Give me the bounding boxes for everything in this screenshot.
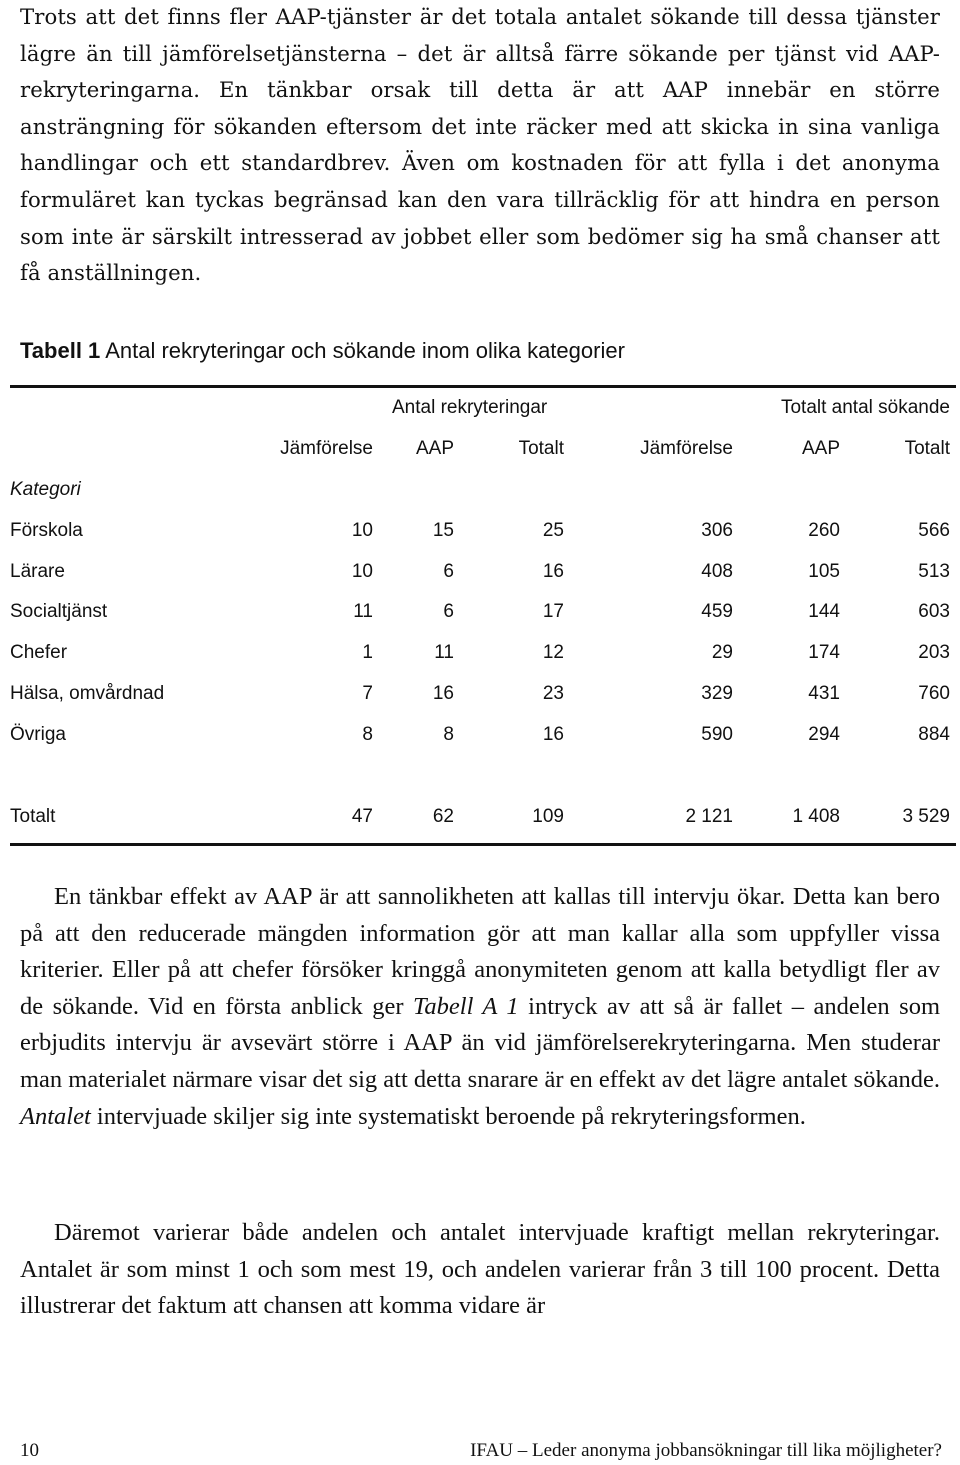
table-cell: 294 — [808, 724, 840, 745]
col-header: Totalt — [518, 438, 564, 459]
total-cell: 2 121 — [685, 806, 733, 827]
group-header-recruitments: Antal rekryteringar — [392, 397, 548, 418]
total-cell: 109 — [532, 806, 564, 827]
table-cell: 329 — [701, 683, 733, 704]
body-paragraph-bottom — [20, 1215, 940, 1325]
table-caption-text: Antal rekryteringar och sökande inom olika kategorier — [100, 338, 625, 363]
body-paragraph-top: Trots att det finns fler AAP-tjänster är det totala antalet sökande till dessa tjänster lägre än till jämförelsetjänsterna – det är alltså färre sökande per tjänst vid AAP-rekryteringarna. En tänkbar orsak till detta är att AAP innebär en större ansträngning för sökanden eftersom det inte räcker med att skicka in sina vanliga handlingar och ett standardbrev. Även om kostnaden för att fylla i det anonyma formuläret kan tyckas begränsad kan den vara tillräcklig för att hindra en person som inte är särskilt intresserad av jobbet eller som bedömer sig ha små chanser att få anställningen. — [20, 4, 940, 286]
table-cell: 431 — [808, 683, 840, 704]
col-header: Jämförelse — [280, 438, 373, 459]
total-cell: 3 529 — [902, 806, 950, 827]
table-cell: 760 — [918, 683, 950, 704]
table-cell: 10 — [351, 561, 373, 582]
group-header-applicants: Totalt antal sökande — [780, 397, 950, 418]
text-span: intervjuade skiljer sig inte systematiskt beroende på rekryteringsformen. — [90, 1102, 806, 1130]
row-label: Hälsa, omvårdnad — [10, 683, 165, 704]
text-span: En tänkbar effekt av AAP är att sannolikheten att kallas till intervju ökar. Detta kan bero på att den reducerade mängden information gör att man kallar alla som uppfyller vissa kriterier. Eller på att chefer försöker kringgå anonymiteten genom att kalla betydligt fler av de sökande. Vid en första anblick ger — [20, 883, 940, 1020]
body-paragraph-mid — [20, 879, 940, 1135]
table-cell: 11 — [434, 642, 454, 663]
row-label: Lärare — [10, 561, 65, 582]
col-header: AAP — [801, 438, 840, 459]
table-cell: 8 — [443, 724, 454, 745]
table-cell: 17 — [542, 601, 564, 622]
row-label: Övriga — [10, 724, 66, 745]
table-cell: 203 — [918, 642, 950, 663]
row-header-label: Kategori — [10, 479, 81, 500]
col-header: AAP — [415, 438, 454, 459]
table-cell: 1 — [362, 642, 373, 663]
table-cell: 603 — [918, 601, 950, 622]
total-row-label: Totalt — [10, 806, 56, 827]
row-label: Socialtjänst — [10, 601, 108, 622]
table-cell: 6 — [443, 561, 454, 582]
page-number: 10 — [20, 1440, 39, 1461]
table-reference: Tabell A 1 — [413, 992, 519, 1020]
table-cell: 884 — [918, 724, 950, 745]
table-cell: 25 — [542, 520, 564, 541]
text-span: intryck av att så är fallet – andelen som erbjudits intervju är avsevärt större i AAP än vid jämförelserekryteringarna. Men studerar man materialet närmare visar det sig att detta snarare är en effekt av det lägre antalet sökande. — [20, 992, 941, 1093]
col-header: Totalt — [904, 438, 950, 459]
table-cell: 16 — [542, 724, 564, 745]
table-cell: 16 — [542, 561, 564, 582]
table-cell: 260 — [808, 520, 840, 541]
row-label: Chefer — [10, 642, 68, 663]
table-caption-label: Tabell 1 — [20, 338, 101, 363]
table-cell: 174 — [808, 642, 840, 663]
total-cell: 1 408 — [792, 806, 840, 827]
table-cell: 15 — [432, 520, 454, 541]
table-cell: 23 — [542, 683, 564, 704]
table-cell: 11 — [353, 601, 373, 622]
table-cell: 10 — [351, 520, 373, 541]
total-cell: 47 — [351, 806, 373, 827]
table-cell: 566 — [918, 520, 950, 541]
table-cell: 16 — [432, 683, 454, 704]
text-span: Däremot varierar både andelen och antalet intervjuade kraftigt mellan rekryteringar. Antalet är som minst 1 och som mest 19, och andelen varierar från 3 till 100 procent. Detta illustrerar det faktum att chansen att komma vidare är — [20, 1219, 940, 1320]
table-cell: 29 — [711, 642, 733, 663]
table-cell: 7 — [362, 683, 373, 704]
emphasis: Antalet — [20, 1102, 91, 1130]
table-cell: 513 — [918, 561, 950, 582]
table-cell: 590 — [701, 724, 733, 745]
total-cell: 62 — [432, 806, 454, 827]
row-label: Förskola — [10, 520, 83, 541]
table-bottom-rule — [10, 843, 956, 846]
table-cell: 459 — [701, 601, 733, 622]
table-cell: 6 — [443, 601, 454, 622]
table-cell: 8 — [362, 724, 373, 745]
col-header: Jämförelse — [640, 438, 733, 459]
table-cell: 306 — [701, 520, 733, 541]
table-cell: 408 — [701, 561, 733, 582]
table-cell: 144 — [808, 601, 840, 622]
table-cell: 12 — [542, 642, 564, 663]
running-title: IFAU – Leder anonyma jobbansökningar till lika möjligheter? — [470, 1440, 942, 1461]
table-cell: 105 — [808, 561, 840, 582]
